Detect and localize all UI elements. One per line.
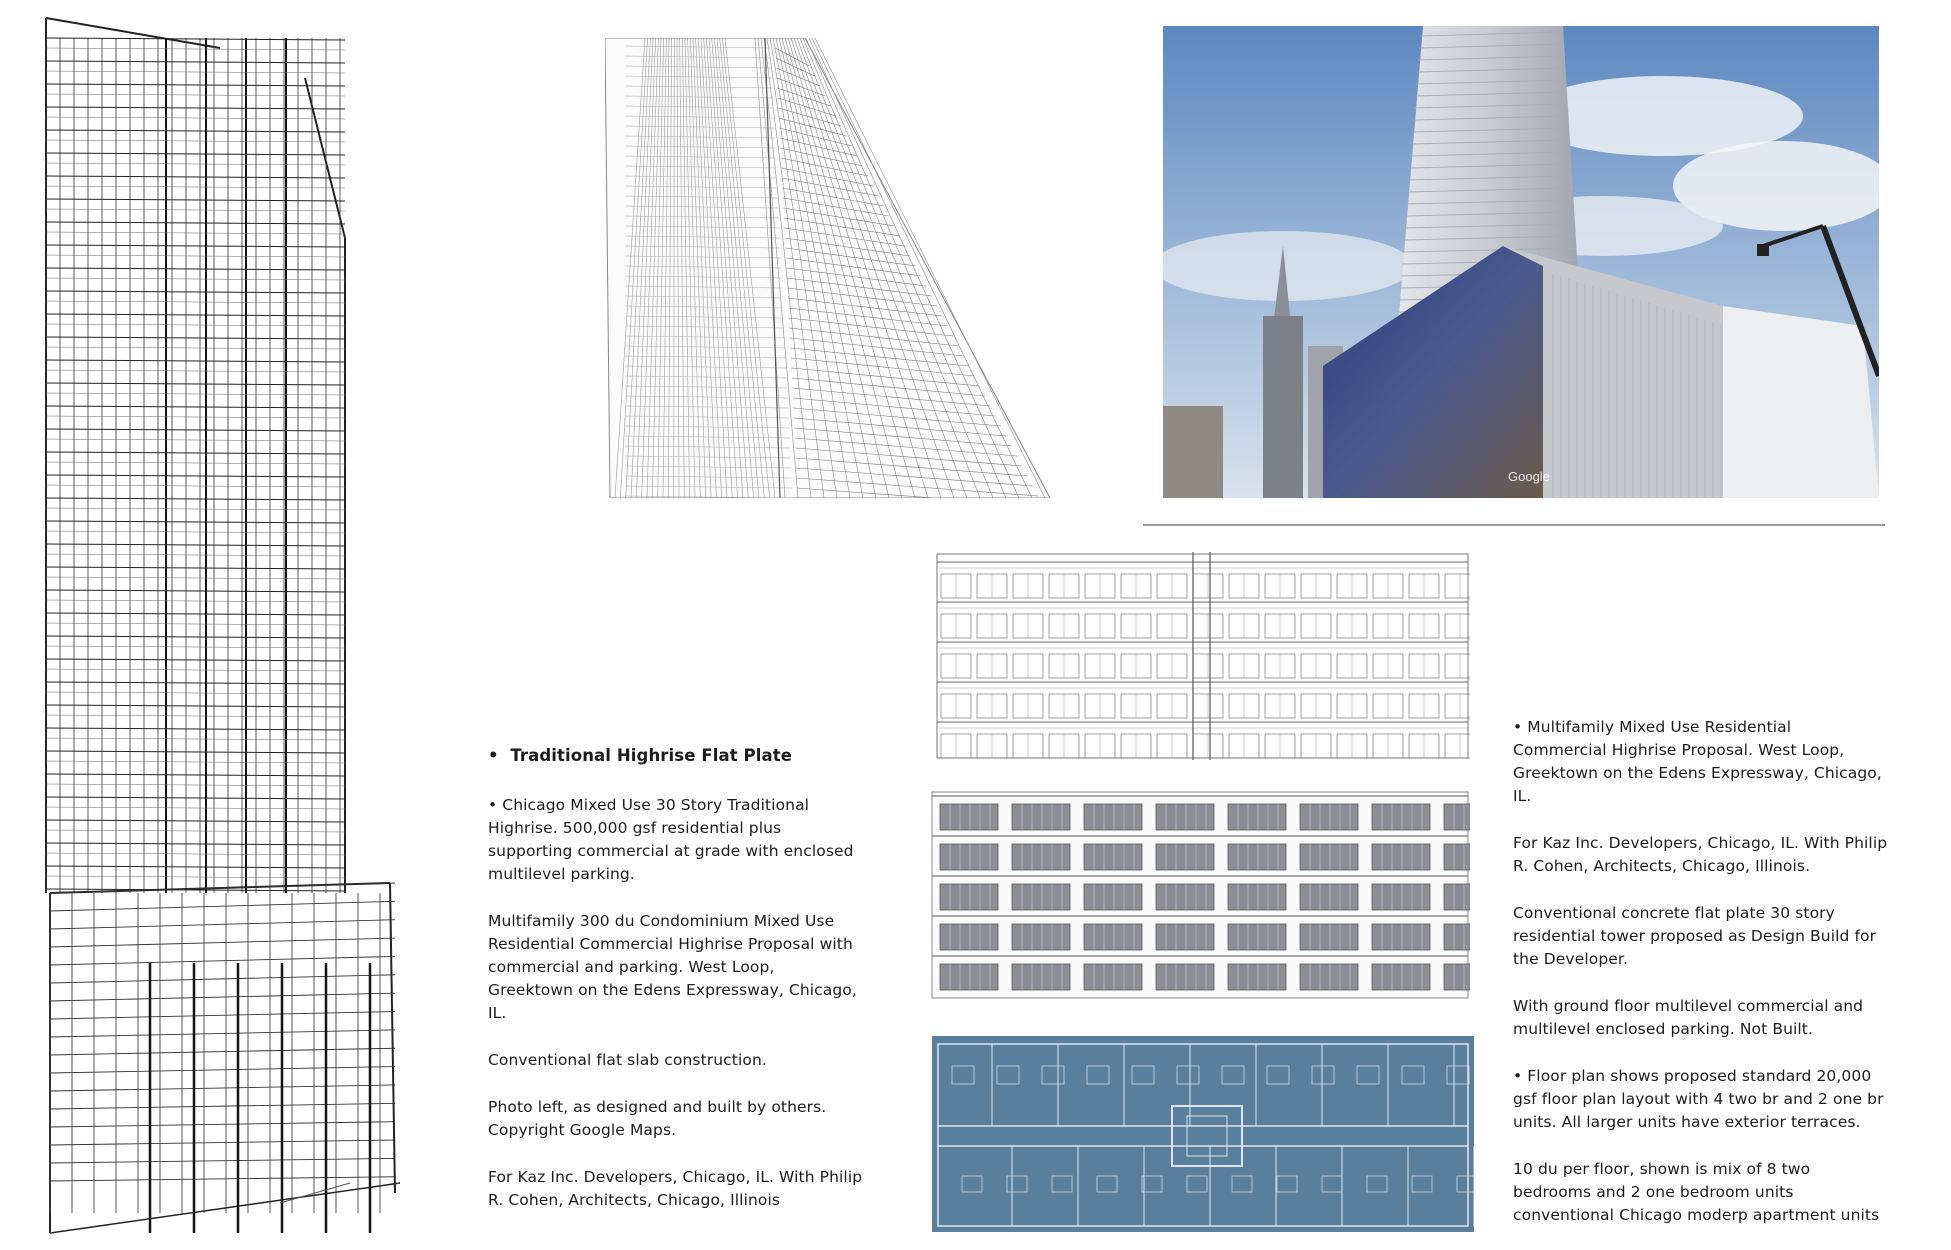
paragraph: 10 du per floor, shown is mix of 8 two bedrooms and 2 one bedroom units conventional Chicago moderp apartment units — [1513, 1160, 1880, 1224]
paragraph: • Floor plan shows proposed standard 20,000 gsf floor plan layout with 4 two br and 2 one br units. All larger units have exterior terraces. — [1513, 1067, 1884, 1131]
project-description-right — [1513, 716, 1893, 1236]
paragraph: Photo left, as designed and built by others. Copyright Google Maps. — [488, 1098, 827, 1139]
paragraph: With ground floor multilevel commercial and multilevel enclosed parking. Not Built. — [1513, 997, 1864, 1038]
paragraph: Multifamily 300 du Condominium Mixed Use Residential Commercial Highrise Proposal with commercial and parking. West Loop, Greektown on the Edens Expressway, Chicago, IL. — [488, 912, 857, 1022]
section-heading: • Traditional Highrise Flat Plate — [488, 746, 793, 765]
paragraph: Conventional flat slab construction. — [488, 1051, 767, 1069]
divider-line — [1143, 524, 1885, 526]
paragraph: • Chicago Mixed Use 30 Story Traditional Highrise. 500,000 gsf residential plus supporting commercial at grade with enclosed multilevel parking. — [488, 796, 854, 883]
elevation-drawing-lower — [930, 790, 1470, 1000]
elevation-drawing-upper — [935, 552, 1470, 760]
paragraph: For Kaz Inc. Developers, Chicago, IL. With Philip R. Cohen, Architects, Chicago, Illinois — [488, 1168, 863, 1209]
paragraph: Conventional concrete flat plate 30 story residential tower proposed as Design Build for the Developer. — [1513, 904, 1877, 968]
tower-wireframe-perspective — [605, 38, 1050, 498]
tower-elevation-drawing — [40, 8, 435, 1238]
paragraph: For Kaz Inc. Developers, Chicago, IL. With Philip R. Cohen, Architects, Chicago, Illinois. — [1513, 834, 1888, 875]
street-photo — [1163, 26, 1879, 498]
project-description-left — [488, 744, 888, 1236]
paragraph: • Multifamily Mixed Use Residential Commercial Highrise Proposal. West Loop, Greektown on the Edens Expressway, Chicago, IL. — [1513, 718, 1882, 805]
floor-plan-drawing — [932, 1036, 1474, 1232]
photo-watermark: Google — [1508, 469, 1550, 484]
